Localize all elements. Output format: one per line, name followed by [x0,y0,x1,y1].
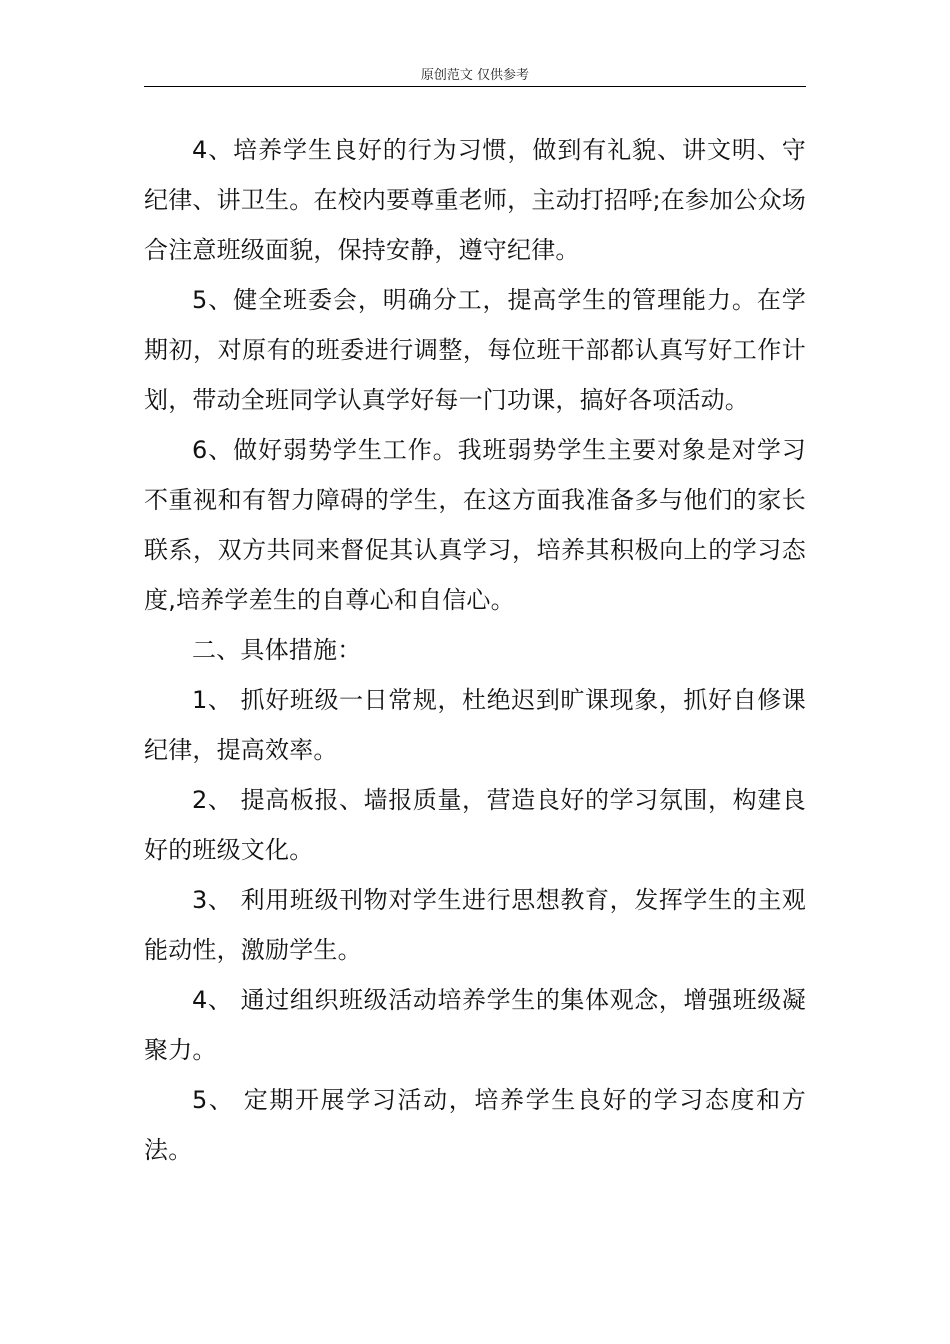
page-header: 原创范文 仅供参考 [420,68,530,83]
measure-item-3: 3、 利用班级刊物对学生进行思想教育，发挥学生的主观能动性，激励学生。 [144,886,806,964]
measure-item-2: 2、 提高板报、墙报质量，营造良好的学习氛围，构建良好的班级文化。 [144,786,806,864]
measure-item-1: 1、 抓好班级一日常规，杜绝迟到旷课现象，抓好自修课纪律，提高效率。 [144,686,806,764]
measure-item-5: 5、 定期开展学习活动，培养学生良好的学习态度和方法。 [144,1086,806,1164]
header-divider [144,86,806,87]
paragraph-item-6-weak-students: 6、做好弱势学生工作。我班弱势学生主要对象是对学习不重视和有智力障碍的学生，在这方面我准备多与他们的家长联系，双方共同来督促其认真学习，培养其积极向上的学习态度,培养学差生的自尊心和自信心。 [144,436,806,614]
paragraph-item-5-class-committee: 5、健全班委会，明确分工，提高学生的管理能力。在学期初，对原有的班委进行调整，每位班干部都认真写好工作计划，带动全班同学认真学好每一门功课，搞好各项活动。 [144,286,806,414]
measure-item-4: 4、 通过组织班级活动培养学生的集体观念，增强班级凝聚力。 [144,986,806,1064]
document-body [144,125,806,1175]
section-heading-measures: 二、具体措施： [192,636,362,664]
paragraph-item-4-habits: 4、培养学生良好的行为习惯，做到有礼貌、讲文明、守纪律、讲卫生。在校内要尊重老师，主动打招呼;在参加公众场合注意班级面貌，保持安静，遵守纪律。 [144,136,806,264]
